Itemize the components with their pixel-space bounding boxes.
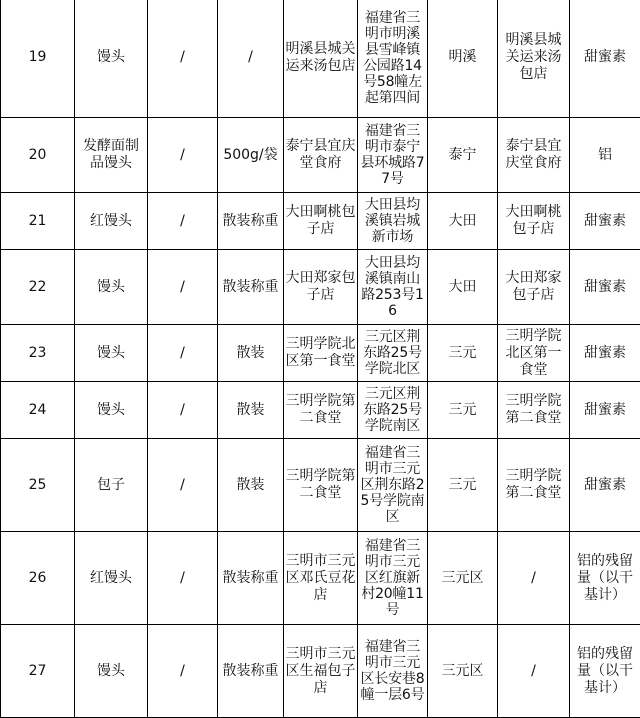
producer-cell [284,532,358,625]
producer-text: 三明市三元区邓氏豆花店 [286,553,356,604]
sampled-unit-cell [498,118,570,193]
address-text: 福建省三明市三元区长安巷8幢一层6号 [360,639,426,703]
brand-cell: / [148,532,218,625]
sampled-unit-cell [498,325,570,382]
table-row [1,193,640,250]
address-text: 三元区荆东路25号学院北区 [360,329,426,377]
address-text: 大田县均溪镇岩城新市场 [360,197,426,245]
product-name-cell: 馒头 [75,382,148,439]
brand-cell: / [148,325,218,382]
row-number-cell: 22 [1,250,75,325]
product-name-cell: 包子 [75,439,148,532]
sampled-unit-text: 明溪县城关运来汤包店 [500,32,568,83]
producer-cell [284,193,358,250]
producer-cell [284,118,358,193]
producer-text: 三明学院北区第一食堂 [286,336,356,370]
address-text: 三元区荆东路25号学院南区 [360,386,426,434]
address-cell [358,325,428,382]
spec-cell: 500g/袋 [218,118,284,193]
table-row [1,250,640,325]
product-name-cell [75,118,148,193]
producer-cell [284,382,358,439]
table-row [1,625,640,718]
region-cell: 三元 [428,439,498,532]
address-cell [358,250,428,325]
region-cell: 泰宁 [428,118,498,193]
region-cell: 三元区 [428,532,498,625]
row-number-cell: 19 [1,0,75,118]
region-cell: 明溪 [428,0,498,118]
address-cell [358,625,428,718]
address-text: 福建省三明市明溪县雪峰镇公园路14号58幢左起第四间 [360,10,426,106]
table-row [1,0,640,118]
spec-cell: / [218,0,284,118]
address-cell [358,382,428,439]
spec-cell: 散装称重 [218,250,284,325]
spec-cell: 散装称重 [218,532,284,625]
test-item-cell [570,0,640,118]
test-item-text: 铝的残留量（以干基计） [573,553,637,604]
test-item-cell: 甜蜜素 [570,439,640,532]
brand-cell: / [148,250,218,325]
table-row [1,439,640,532]
test-item-cell: 甜蜜素 [570,193,640,250]
test-item-cell: 铝 [570,118,640,193]
brand-cell: / [148,382,218,439]
producer-cell [284,625,358,718]
address-text: 大田县均溪镇南山路253号16 [360,255,426,319]
producer-cell [284,250,358,325]
brand-cell: / [148,439,218,532]
product-name-cell: 馒头 [75,250,148,325]
spec-cell: 散装称重 [218,625,284,718]
sampled-unit-cell [498,193,570,250]
product-name-cell: 红馒头 [75,532,148,625]
region-cell: 三元 [428,382,498,439]
address-cell [358,439,428,532]
brand-cell: / [148,0,218,118]
product-name-cell: 红馒头 [75,193,148,250]
sampled-unit-text: 三明学院第二食堂 [500,468,568,502]
region-cell: 大田 [428,193,498,250]
address-text: 福建省三明市泰宁县环城路77号 [360,123,426,187]
sampled-unit-text: 三明学院北区第一食堂 [500,328,568,379]
sampled-unit-cell [498,439,570,532]
spec-cell: 散装 [218,439,284,532]
spec-cell: 散装 [218,325,284,382]
table-row [1,382,640,439]
address-cell [358,532,428,625]
producer-text: 大田郑家包子店 [286,270,356,304]
region-cell: 大田 [428,250,498,325]
table-row [1,532,640,625]
producer-text: 三明学院第二食堂 [286,468,356,502]
row-number-cell: 20 [1,118,75,193]
address-cell [358,0,428,118]
brand-cell: / [148,118,218,193]
address-cell [358,193,428,250]
address-text: 福建省三明市三元区红旗新村20幢11号 [360,538,426,618]
test-item-cell: 甜蜜素 [570,382,640,439]
test-item-text: 甜蜜素 [573,49,637,66]
producer-cell [284,325,358,382]
brand-cell: / [148,193,218,250]
product-name-cell: 馒头 [75,625,148,718]
producer-text: 泰宁县宜庆堂食府 [286,138,356,172]
brand-cell: / [148,625,218,718]
sampled-unit-cell [498,382,570,439]
sampled-unit-cell: / [498,532,570,625]
sampled-unit-text: 大田郑家包子店 [500,270,568,304]
sampled-unit-text: 大田啊桃包子店 [500,204,568,238]
test-item-cell [570,625,640,718]
product-name-cell: 馒头 [75,325,148,382]
test-item-cell: 甜蜜素 [570,325,640,382]
region-cell: 三元区 [428,625,498,718]
address-text: 福建省三明市三元区荆东路25号学院南区 [360,445,426,525]
sampled-unit-text: 泰宁县宜庆堂食府 [500,138,568,172]
row-number-cell: 26 [1,532,75,625]
test-item-text: 铝的残留量（以干基计） [573,646,637,697]
sampled-unit-cell: / [498,625,570,718]
row-number-cell: 23 [1,325,75,382]
table-row [1,325,640,382]
producer-cell [284,0,358,118]
sampled-unit-cell [498,250,570,325]
row-number-cell: 24 [1,382,75,439]
producer-text: 三明学院第二食堂 [286,393,356,427]
row-number-cell: 27 [1,625,75,718]
test-item-cell: 甜蜜素 [570,250,640,325]
producer-text: 大田啊桃包子店 [286,204,356,238]
producer-text: 明溪县城关运来汤包店 [286,41,356,75]
product-name-cell: 馒头 [75,0,148,118]
sampled-unit-cell [498,0,570,118]
region-cell: 三元 [428,325,498,382]
address-cell [358,118,428,193]
product-name-text: 发酵面制品馒头 [81,138,141,172]
row-number-cell: 25 [1,439,75,532]
spec-cell: 散装 [218,382,284,439]
producer-text: 三明市三元区生福包子店 [286,646,356,697]
row-number-cell: 21 [1,193,75,250]
test-item-cell [570,532,640,625]
sampled-unit-text: 三明学院第二食堂 [500,393,568,427]
producer-cell [284,439,358,532]
table-row [1,118,640,193]
spec-cell: 散装称重 [218,193,284,250]
